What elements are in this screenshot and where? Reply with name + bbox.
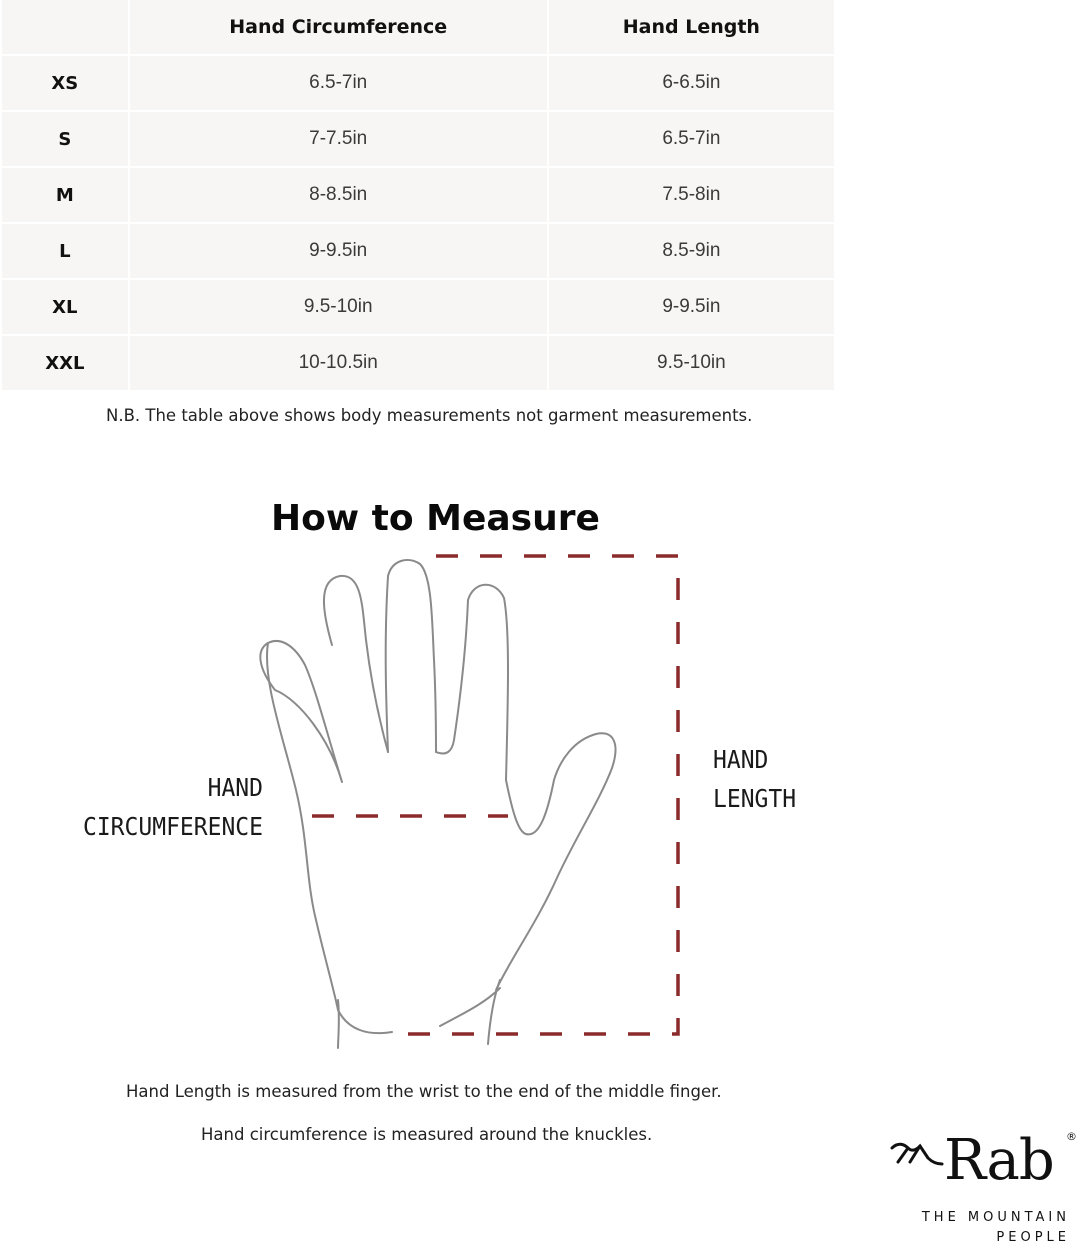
circumference-cell: 9-9.5in	[130, 224, 547, 280]
length-cell: 9-9.5in	[549, 280, 834, 336]
how-to-measure-title: How to Measure	[271, 498, 600, 539]
table-row	[2, 224, 834, 280]
circumference-cell: 8-8.5in	[130, 168, 547, 224]
registered-mark: ®	[1066, 1130, 1077, 1143]
size-label: M	[2, 168, 128, 224]
length-cell: 8.5-9in	[549, 224, 834, 280]
length-cell: 6.5-7in	[549, 112, 834, 168]
size-label: L	[2, 224, 128, 280]
rab-tagline-line1: THE MOUNTAIN	[921, 1210, 1070, 1225]
size-label: XL	[2, 280, 128, 336]
circumference-cell: 9.5-10in	[130, 280, 547, 336]
hand-circumference-label-line2: CIRCUMFERENCE	[82, 812, 263, 841]
measurement-dash-lines	[312, 556, 678, 1034]
rab-tagline-line2: PEOPLE	[996, 1230, 1070, 1245]
hand-circumference-label	[79, 768, 263, 846]
size-label: XS	[2, 56, 128, 112]
hand-circumference-caption: Hand circumference is measured around the knuckles.	[201, 1125, 653, 1144]
length-cell: 7.5-8in	[549, 168, 834, 224]
hand-circumference-label-line1: HAND	[207, 773, 263, 802]
size-label: XXL	[2, 336, 128, 392]
rab-logo	[888, 1128, 1080, 1244]
table-row	[2, 168, 834, 224]
header-hand-length: Hand Length	[549, 0, 834, 56]
hand-length-label	[713, 740, 796, 818]
length-dash-line	[400, 556, 678, 1034]
size-chart-table	[0, 0, 836, 392]
rab-wordmark: Rab	[944, 1128, 1054, 1193]
length-cell: 6-6.5in	[549, 56, 834, 112]
size-label: S	[2, 112, 128, 168]
circumference-cell: 10-10.5in	[130, 336, 547, 392]
header-size	[2, 0, 128, 56]
rab-mountain-icon	[888, 1132, 944, 1182]
table-row	[2, 112, 834, 168]
hand-outline-icon	[260, 560, 615, 1048]
length-cell: 9.5-10in	[549, 336, 834, 392]
hand-length-caption: Hand Length is measured from the wrist to the end of the middle finger.	[126, 1082, 722, 1101]
hand-length-label-line2: LENGTH	[713, 784, 797, 813]
hand-length-label-line1: HAND	[713, 745, 769, 774]
table-row	[2, 56, 834, 112]
body-measurement-note: N.B. The table above shows body measurements not garment measurements.	[106, 406, 753, 425]
table-row	[2, 280, 834, 336]
header-hand-circumference: Hand Circumference	[130, 0, 547, 56]
table-header-row	[2, 0, 834, 56]
rab-tagline	[908, 1208, 1070, 1248]
table-row	[2, 336, 834, 392]
circumference-cell: 6.5-7in	[130, 56, 547, 112]
circumference-cell: 7-7.5in	[130, 112, 547, 168]
